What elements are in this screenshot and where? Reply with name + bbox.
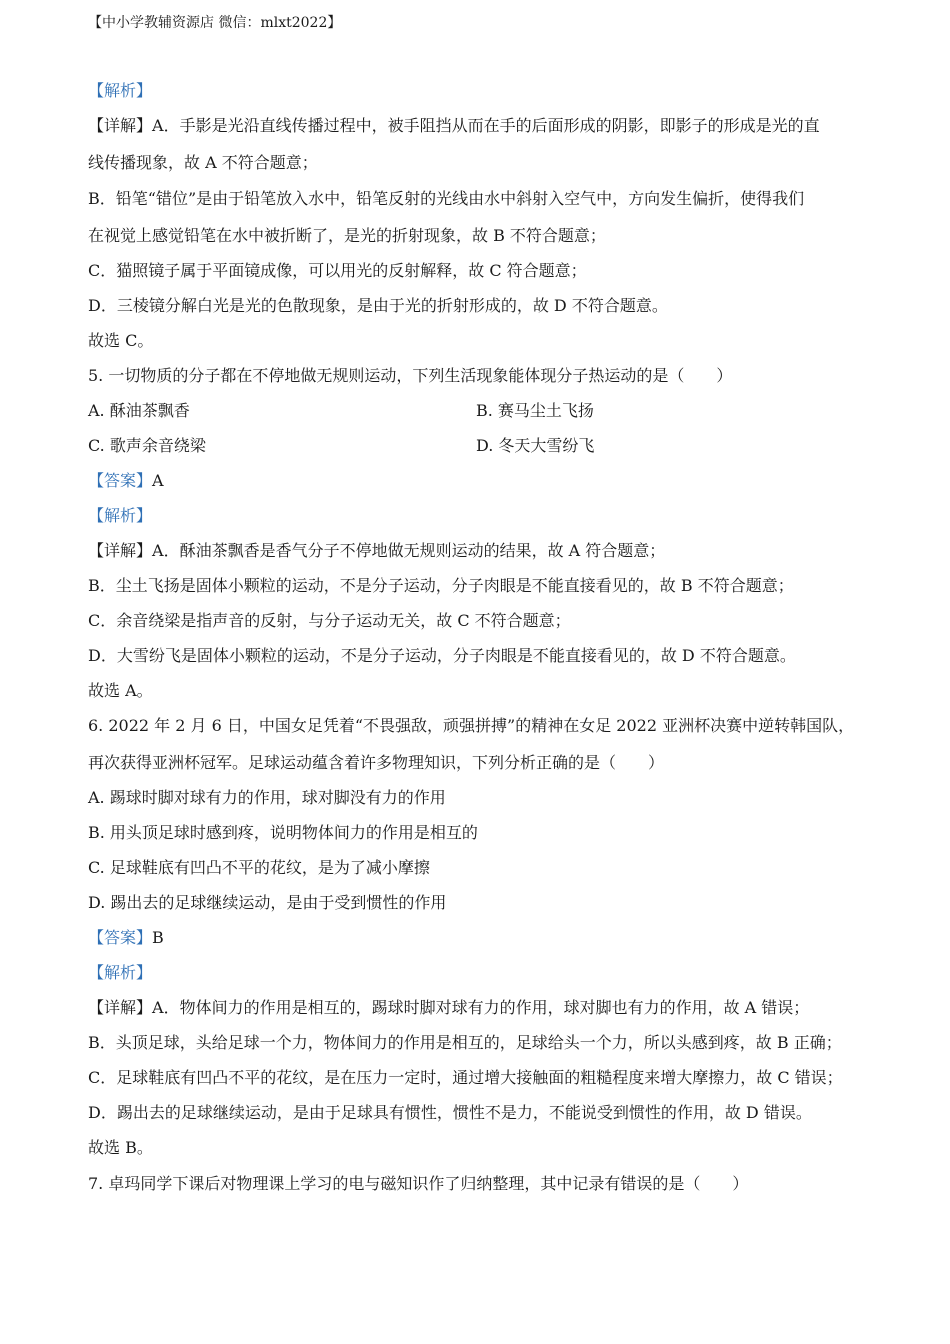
q6-detail-a bbox=[88, 997, 863, 1019]
q6-analysis-tag: 【解析】 bbox=[88, 963, 153, 982]
q6-option-a: A. 踢球时脚对球有力的作用，球对脚没有力的作用 bbox=[88, 788, 446, 807]
q4-detail-b-line1: B．铅笔“错位”是由于铅笔放入水中，铅笔反射的光线由水中斜射入空气中，方向发生偏折，使得我们 bbox=[88, 189, 805, 208]
q5-analysis-tag: 【解析】 bbox=[88, 506, 153, 525]
q4-choose: 故选 C。 bbox=[88, 331, 154, 350]
q5-option-a: A. 酥油茶飘香 bbox=[88, 401, 190, 420]
q4-detail-a-text: A．手影是光沿直线传播过程中，被手阻挡从而在手的后面形成的阴影，即影子的形成是光的直 bbox=[152, 116, 820, 135]
q6-stem-line2: 再次获得亚洲杯冠军。足球运动蕴含着许多物理知识，下列分析正确的是（ ） bbox=[88, 753, 665, 772]
q4-detail-a-line1 bbox=[88, 115, 863, 137]
q6-detail-tag: 【详解】 bbox=[88, 998, 153, 1017]
q6-detail-c: C．足球鞋底有凹凸不平的花纹，是在压力一定时，通过增大接触面的粗糙程度来增大摩擦力，故 C 错误； bbox=[88, 1068, 843, 1087]
q5-detail-tag: 【详解】 bbox=[88, 541, 153, 560]
q5-option-c: C. 歌声余音绕梁 bbox=[88, 436, 206, 455]
q4-detail-a-line2: 线传播现象，故 A 不符合题意； bbox=[88, 153, 318, 172]
q5-options-row1 bbox=[88, 400, 863, 422]
q5-answer bbox=[88, 470, 863, 492]
q5-choose: 故选 A。 bbox=[88, 681, 153, 700]
q4-detail-d: D．三棱镜分解白光是光的色散现象，是由于光的折射形成的，故 D 不符合题意。 bbox=[88, 296, 668, 315]
q5-options-row2 bbox=[88, 435, 863, 457]
q6-answer-value: B bbox=[152, 928, 164, 947]
q6-detail-d: D．踢出去的足球继续运动，是由于足球具有惯性，惯性不是力，不能说受到惯性的作用，故 D 错误。 bbox=[88, 1103, 812, 1122]
q5-detail-b: B．尘土飞扬是固体小颗粒的运动，不是分子运动，分子肉眼是不能直接看见的，故 B 不符合题意； bbox=[88, 576, 794, 595]
q4-detail-b-line2: 在视觉上感觉铅笔在水中被折断了，是光的折射现象，故 B 不符合题意； bbox=[88, 226, 606, 245]
q5-detail-c: C．余音绕梁是指声音的反射，与分子运动无关，故 C 不符合题意； bbox=[88, 611, 571, 630]
q5-answer-value: A bbox=[152, 471, 164, 490]
q6-choose: 故选 B。 bbox=[88, 1138, 153, 1157]
q5-option-d: D. 冬天大雪纷飞 bbox=[476, 436, 595, 455]
q6-detail-a-text: A．物体间力的作用是相互的，踢球时脚对球有力的作用，球对脚也有力的作用，故 A 错误； bbox=[152, 998, 810, 1017]
q6-answer bbox=[88, 927, 863, 949]
q4-detail-tag: 【详解】 bbox=[88, 116, 153, 135]
q4-detail-c: C．猫照镜子属于平面镜成像，可以用光的反射解释，故 C 符合题意； bbox=[88, 261, 587, 280]
q5-detail-a-text: A．酥油茶飘香是香气分子不停地做无规则运动的结果，故 A 符合题意； bbox=[152, 541, 666, 560]
q6-stem-line1: 6. 2022 年 2 月 6 日，中国女足凭着“不畏强敌，顽强拼搏”的精神在女足 2022 亚洲杯决赛中逆转韩国队， bbox=[88, 716, 855, 735]
q6-option-b: B. 用头顶足球时感到疼，说明物体间力的作用是相互的 bbox=[88, 823, 478, 842]
q6-option-c: C. 足球鞋底有凹凸不平的花纹，是为了减小摩擦 bbox=[88, 858, 430, 877]
q6-option-d: D. 踢出去的足球继续运动，是由于受到惯性的作用 bbox=[88, 893, 447, 912]
q6-detail-b: B．头顶足球，头给足球一个力，物体间力的作用是相互的，足球给头一个力，所以头感到疼，故 B 正确； bbox=[88, 1033, 842, 1052]
q6-answer-tag: 【答案】 bbox=[88, 928, 153, 947]
q5-stem: 5. 一切物质的分子都在不停地做无规则运动，下列生活现象能体现分子热运动的是（ ） bbox=[88, 366, 733, 385]
q5-option-b: B. 赛马尘土飞扬 bbox=[476, 401, 594, 420]
q5-answer-tag: 【答案】 bbox=[88, 471, 153, 490]
q5-detail-a bbox=[88, 540, 863, 562]
q7-stem: 7. 卓玛同学下课后对物理课上学习的电与磁知识作了归纳整理，其中记录有错误的是（ ） bbox=[88, 1174, 749, 1193]
q5-detail-d: D．大雪纷飞是固体小颗粒的运动，不是分子运动，分子肉眼是不能直接看见的，故 D 不符合题意。 bbox=[88, 646, 796, 665]
q4-analysis-tag: 【解析】 bbox=[88, 81, 153, 100]
page-header: 【中小学教辅资源店 微信：mlxt2022】 bbox=[88, 15, 342, 31]
